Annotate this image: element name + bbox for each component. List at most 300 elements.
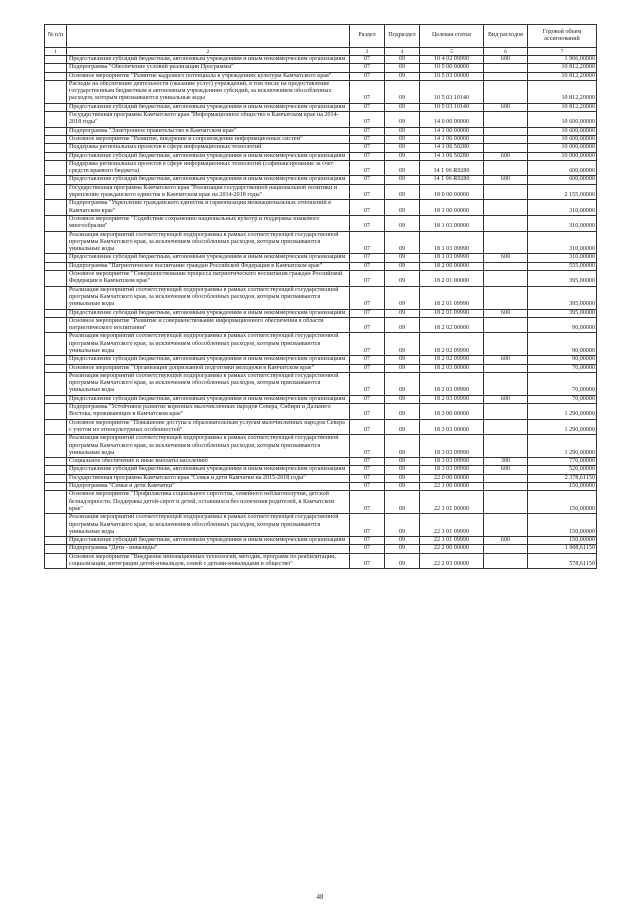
document-page [44,24,596,569]
annual-amount-cell: 70,00000 [528,364,597,372]
row-number-cell [45,271,67,287]
expense-type-cell: 600 [484,254,528,262]
expense-type-cell [484,231,528,254]
table-row [45,553,597,569]
annual-amount-cell: 150,00000 [528,537,597,545]
row-number-cell [45,458,67,466]
annual-amount-cell: 2 378,61150 [528,474,597,482]
expense-type-cell: 600 [484,395,528,403]
column-number: 2 [67,48,350,56]
row-number-cell [45,231,67,254]
expense-type-cell [484,372,528,395]
target-article-cell: 22 1 01 00000 [420,491,484,514]
header-section: Раздел [350,25,385,48]
annual-amount-cell: 150,00000 [528,491,597,514]
row-number-cell [45,127,67,135]
table-row [45,317,597,333]
subsection-code-cell: 09 [385,458,420,466]
subsection-code-cell: 09 [385,271,420,287]
section-code-cell: 07 [350,419,385,435]
subsection-code-cell: 09 [385,537,420,545]
item-name-cell: Предоставление субсидий бюджетным, автономным учреждениям и иным некоммерческим организациям [67,56,350,64]
item-name-cell: Расходы на обеспечение деятельности (оказание услуг) учреждений, в том числе на предоставление государственным бюджетным и автономным учреждениям субсидий, за исключением обособленных расходов, которым присваиваются уникальные коды [67,80,350,103]
subsection-code-cell: 09 [385,372,420,395]
item-name-cell: Государственная программа Камчатского края "Семья и дети Камчатки на 2015-2018 годы" [67,474,350,482]
column-number-row [45,48,597,56]
subsection-code-cell: 09 [385,64,420,72]
subsection-code-cell: 09 [385,152,420,160]
target-article-cell: 18 2 00 00000 [420,262,484,270]
row-number-cell [45,144,67,152]
subsection-code-cell: 09 [385,356,420,364]
annual-amount-cell: 310,00000 [528,215,597,231]
target-article-cell: 18 2 01 09990 [420,286,484,309]
annual-amount-cell: 310,00000 [528,231,597,254]
target-article-cell: 10 5 03 10140 [420,103,484,111]
annual-amount-cell: 150,00000 [528,483,597,491]
target-article-cell: 14 1 06 50280 [420,144,484,152]
header-annual-amount: Годовой объем ассигнований [528,25,597,48]
subsection-code-cell: 09 [385,404,420,420]
subsection-code-cell: 09 [385,317,420,333]
annual-amount-cell: 10 600,00000 [528,135,597,143]
expense-type-cell [484,286,528,309]
expense-type-cell [484,474,528,482]
section-code-cell: 07 [350,395,385,403]
row-number-cell [45,466,67,474]
target-article-cell: 22 0 00 00000 [420,474,484,482]
table-row [45,356,597,364]
row-number-cell [45,537,67,545]
table-row [45,72,597,80]
expense-type-cell [484,514,528,537]
item-name-cell: Основное мероприятие "Внедрение инновационных технологий, методик, программ по реабилитации, социализации, интеграции детей-инвалидов, семей с детьми-инвалидами в общество" [67,553,350,569]
column-number: 6 [484,48,528,56]
subsection-code-cell: 09 [385,435,420,458]
expense-type-cell [484,262,528,270]
table-body [45,56,597,569]
expense-type-cell [484,317,528,333]
section-code-cell: 07 [350,127,385,135]
item-name-cell: Предоставление субсидий бюджетным, автономным учреждениям и иным некоммерческим организациям [67,356,350,364]
expense-type-cell [484,64,528,72]
target-article-cell: 22 2 03 00000 [420,553,484,569]
header-expense-type: Вид расходов [484,25,528,48]
item-name-cell: Подпрограмма "Патриотическое воспитание граждан Российской Федерации в Камчатском крае" [67,262,350,270]
item-name-cell: Основное мероприятие "Совершенствование процесса патриотического воспитания граждан Российской Федерации в Камчатском крае" [67,271,350,287]
target-article-cell: 18 1 03 00000 [420,215,484,231]
table-row [45,466,597,474]
expense-type-cell: 600 [484,537,528,545]
expense-type-cell [484,271,528,287]
annual-amount-cell: 10 812,20000 [528,72,597,80]
expense-type-cell: 600 [484,176,528,184]
target-article-cell: 10 5 00 00000 [420,64,484,72]
table-row [45,333,597,356]
row-number-cell [45,435,67,458]
section-code-cell: 07 [350,404,385,420]
expense-type-cell [484,215,528,231]
item-name-cell: Государственная программа Камчатского края "Реализация государственной национальной политики и укрепление гражданского единства в Камчатском крае на 2014-2018 годы" [67,184,350,200]
table-row [45,483,597,491]
expense-type-cell: 600 [484,356,528,364]
row-number-cell [45,200,67,216]
row-number-cell [45,395,67,403]
expense-type-cell [484,112,528,128]
row-number-cell [45,72,67,80]
annual-amount-cell: 395,00000 [528,309,597,317]
section-code-cell: 07 [350,356,385,364]
table-row [45,127,597,135]
row-number-cell [45,254,67,262]
row-number-cell [45,333,67,356]
annual-amount-cell: 310,00000 [528,254,597,262]
table-row [45,135,597,143]
section-code-cell: 07 [350,271,385,287]
item-name-cell: Основное мероприятие "Повышение доступа к образовательным услугам малочисленных народов Севера с учетом их этнокультурных особенностей" [67,419,350,435]
target-article-cell: 18 3 03 09990 [420,435,484,458]
section-code-cell: 07 [350,333,385,356]
section-code-cell: 07 [350,200,385,216]
expense-type-cell [484,333,528,356]
section-code-cell: 07 [350,262,385,270]
target-article-cell: 10 5 03 10140 [420,80,484,103]
subsection-code-cell: 09 [385,72,420,80]
annual-amount-cell: 2 155,00000 [528,184,597,200]
item-name-cell: Поддержка региональных проектов в сфере информационных технологий (софинансирование за счет средств краевого бюджета) [67,160,350,176]
column-number: 5 [420,48,484,56]
target-article-cell: 18 2 02 09990 [420,333,484,356]
expense-type-cell: 600 [484,103,528,111]
table-row [45,491,597,514]
table-row [45,364,597,372]
row-number-cell [45,176,67,184]
expense-type-cell: 600 [484,56,528,64]
row-number-cell [45,286,67,309]
row-number-cell [45,545,67,553]
target-article-cell: 14 1 06 00000 [420,135,484,143]
row-number-cell [45,152,67,160]
target-article-cell: 18 2 02 00000 [420,317,484,333]
table-row [45,80,597,103]
section-code-cell: 07 [350,64,385,72]
item-name-cell: Подпрограмма "Обеспечение условий реализации Программы" [67,64,350,72]
annual-amount-cell: 600,00000 [528,176,597,184]
item-name-cell: Основное мероприятие "Развитие кадрового потенциала в учреждениях культуры Камчатского края" [67,72,350,80]
section-code-cell: 07 [350,466,385,474]
target-article-cell: 18 0 00 00000 [420,184,484,200]
section-code-cell: 07 [350,144,385,152]
subsection-code-cell: 09 [385,231,420,254]
section-code-cell: 07 [350,514,385,537]
table-row [45,152,597,160]
expense-type-cell [484,435,528,458]
table-row [45,458,597,466]
item-name-cell: Реализация мероприятий соответствующей подпрограммы в рамках соответствующей государственной программы Камчатского края, за исключением обособленных расходов, которым присваиваются уникальные коды [67,514,350,537]
section-code-cell: 07 [350,545,385,553]
annual-amount-cell: 1 906,00000 [528,56,597,64]
row-number-cell [45,514,67,537]
table-row [45,435,597,458]
table-row [45,372,597,395]
item-name-cell: Реализация мероприятий соответствующей подпрограммы в рамках соответствующей государственной программы Камчатского края, за исключением обособленных расходов, которым присваиваются уникальные коды [67,286,350,309]
expense-type-cell [484,127,528,135]
subsection-code-cell: 09 [385,286,420,309]
table-row [45,160,597,176]
target-article-cell: 18 2 02 09990 [420,356,484,364]
column-number: 4 [385,48,420,56]
item-name-cell: Подпрограмма "Укрепление гражданского единства и гармонизация межнациональных отношений в Камчатском крае" [67,200,350,216]
section-code-cell: 07 [350,483,385,491]
table-row [45,176,597,184]
section-code-cell: 07 [350,309,385,317]
subsection-code-cell: 09 [385,483,420,491]
section-code-cell: 07 [350,152,385,160]
row-number-cell [45,483,67,491]
target-article-cell: 18 1 00 00000 [420,200,484,216]
expense-type-cell: 600 [484,309,528,317]
section-code-cell: 07 [350,317,385,333]
item-name-cell: Основное мероприятие "Развитие, внедрение и сопровождение информационных систем" [67,135,350,143]
subsection-code-cell: 09 [385,144,420,152]
header-target-article: Целевая статья [420,25,484,48]
subsection-code-cell: 09 [385,364,420,372]
target-article-cell: 10 4 02 09990 [420,56,484,64]
annual-amount-cell: 310,00000 [528,200,597,216]
subsection-code-cell: 09 [385,200,420,216]
row-number-cell [45,184,67,200]
expense-type-cell [484,160,528,176]
subsection-code-cell: 09 [385,545,420,553]
subsection-code-cell: 09 [385,160,420,176]
table-row [45,64,597,72]
annual-amount-cell: 10 812,20000 [528,80,597,103]
item-name-cell: Предоставление субсидий бюджетным, автономным учреждениям и иным некоммерческим организациям [67,254,350,262]
table-row [45,103,597,111]
target-article-cell: 18 2 01 00000 [420,271,484,287]
subsection-code-cell: 09 [385,333,420,356]
subsection-code-cell: 09 [385,419,420,435]
table-row [45,474,597,482]
target-article-cell: 18 2 03 00000 [420,364,484,372]
row-number-cell [45,491,67,514]
table-row [45,514,597,537]
header-number: № п/п [45,25,67,48]
item-name-cell: Реализация мероприятий соответствующей подпрограммы в рамках соответствующей государственной программы Камчатского края, за исключением обособленных расходов, которым присваиваются уникальные коды [67,231,350,254]
item-name-cell: Предоставление субсидий бюджетным, автономным учреждениям и иным некоммерческим организациям [67,395,350,403]
expense-type-cell [484,364,528,372]
table-row [45,419,597,435]
section-code-cell: 07 [350,112,385,128]
expense-type-cell: 600 [484,152,528,160]
row-number-cell [45,356,67,364]
section-code-cell: 07 [350,215,385,231]
annual-amount-cell: 395,00000 [528,286,597,309]
item-name-cell: Основное мероприятие "Содействие сохранению национальных культур и поддержка языкового многообразия" [67,215,350,231]
section-code-cell: 07 [350,184,385,200]
target-article-cell: 14 1 00 00000 [420,127,484,135]
expense-type-cell [484,200,528,216]
row-number-cell [45,64,67,72]
target-article-cell: 10 5 03 00000 [420,72,484,80]
expense-type-cell [484,419,528,435]
section-code-cell: 07 [350,537,385,545]
row-number-cell [45,262,67,270]
subsection-code-cell: 09 [385,80,420,103]
section-code-cell: 07 [350,474,385,482]
section-code-cell: 07 [350,435,385,458]
expense-type-cell [484,135,528,143]
item-name-cell: Предоставление субсидий бюджетным, автономным учреждениям и иным некоммерческим организациям [67,466,350,474]
annual-amount-cell: 10 600,00000 [528,112,597,128]
annual-amount-cell: 1 008,61150 [528,545,597,553]
subsection-code-cell: 09 [385,466,420,474]
annual-amount-cell: 150,00000 [528,514,597,537]
annual-amount-cell: 10 812,20000 [528,103,597,111]
subsection-code-cell: 09 [385,514,420,537]
row-number-cell [45,215,67,231]
expense-type-cell [484,553,528,569]
row-number-cell [45,474,67,482]
row-number-cell [45,135,67,143]
section-code-cell: 07 [350,491,385,514]
annual-amount-cell: 555,00000 [528,262,597,270]
section-code-cell: 07 [350,372,385,395]
item-name-cell: Реализация мероприятий соответствующей подпрограммы в рамках соответствующей государственной программы Камчатского края, за исключением обособленных расходов, которым присваиваются уникальные коды [67,333,350,356]
subsection-code-cell: 09 [385,262,420,270]
subsection-code-cell: 09 [385,395,420,403]
annual-amount-cell: 1 290,00000 [528,435,597,458]
target-article-cell: 18 2 01 09990 [420,309,484,317]
target-article-cell: 14 1 06 50280 [420,152,484,160]
table-row [45,144,597,152]
target-article-cell: 22 1 00 00000 [420,483,484,491]
item-name-cell: Государственная программа Камчатского края "Информационное общество в Камчатском крае на 2014-2018 годы" [67,112,350,128]
column-number: 3 [350,48,385,56]
target-article-cell: 18 1 03 09990 [420,231,484,254]
expense-type-cell [484,545,528,553]
subsection-code-cell: 09 [385,112,420,128]
annual-amount-cell: 10 600,00000 [528,127,597,135]
annual-amount-cell: 70,00000 [528,395,597,403]
header-name [67,25,350,48]
page-number: 48 [316,893,324,901]
subsection-code-cell: 09 [385,254,420,262]
section-code-cell: 07 [350,286,385,309]
target-article-cell: 18 3 03 00000 [420,419,484,435]
item-name-cell: Предоставление субсидий бюджетным, автономным учреждениям и иным некоммерческим организациям [67,537,350,545]
target-article-cell: 14 0 00 00000 [420,112,484,128]
section-code-cell: 07 [350,254,385,262]
target-article-cell: 18 1 03 09990 [420,254,484,262]
annual-amount-cell: 70,00000 [528,372,597,395]
annual-amount-cell: 1 290,00000 [528,419,597,435]
section-code-cell: 07 [350,56,385,64]
table-row [45,395,597,403]
item-name-cell: Поддержка региональных проектов в сфере информационных технологий [67,144,350,152]
section-code-cell: 07 [350,160,385,176]
header-subsection: Подраздел [385,25,420,48]
expense-type-cell [484,404,528,420]
table-row [45,254,597,262]
table-row [45,56,597,64]
section-code-cell: 07 [350,72,385,80]
section-code-cell: 07 [350,364,385,372]
target-article-cell: 14 1 06 R0280 [420,176,484,184]
row-number-cell [45,103,67,111]
item-name-cell: Предоставление субсидий бюджетным, автономным учреждениям и иным некоммерческим организациям [67,103,350,111]
item-name-cell: Предоставление субсидий бюджетным, автономным учреждениям и иным некоммерческим организациям [67,152,350,160]
item-name-cell: Подпрограмма "Дети - инвалиды" [67,545,350,553]
item-name-cell: Реализация мероприятий соответствующей подпрограммы в рамках соответствующей государственной программы Камчатского края, за исключением обособленных расходов, которым присваиваются уникальные коды [67,372,350,395]
table-row [45,112,597,128]
expense-type-cell [484,491,528,514]
table-row [45,262,597,270]
annual-amount-cell: 10 000,00000 [528,144,597,152]
annual-amount-cell: 578,61150 [528,553,597,569]
target-article-cell: 18 2 03 09990 [420,372,484,395]
row-number-cell [45,160,67,176]
subsection-code-cell: 09 [385,56,420,64]
target-article-cell: 18 3 03 09990 [420,466,484,474]
row-number-cell [45,419,67,435]
column-number: 7 [528,48,597,56]
annual-amount-cell: 600,00000 [528,160,597,176]
subsection-code-cell: 09 [385,176,420,184]
budget-table [44,24,597,569]
annual-amount-cell: 395,00000 [528,271,597,287]
item-name-cell: Подпрограмма "Устойчивое развитие коренных малочисленных народов Севера, Сибири и Дальнего Востока, проживающих в Камчатском крае" [67,404,350,420]
subsection-code-cell: 09 [385,184,420,200]
row-number-cell [45,364,67,372]
target-article-cell: 18 3 00 00000 [420,404,484,420]
section-code-cell: 07 [350,176,385,184]
section-code-cell: 07 [350,103,385,111]
subsection-code-cell: 09 [385,553,420,569]
annual-amount-cell: 770,00000 [528,458,597,466]
annual-amount-cell: 10 812,20000 [528,64,597,72]
column-number: 1 [45,48,67,56]
target-article-cell: 22 1 01 09990 [420,514,484,537]
subsection-code-cell: 09 [385,491,420,514]
table-header-row [45,25,597,48]
expense-type-cell [484,483,528,491]
row-number-cell [45,80,67,103]
item-name-cell: Подпрограмма "Семья и дети Камчатки" [67,483,350,491]
subsection-code-cell: 09 [385,474,420,482]
subsection-code-cell: 09 [385,103,420,111]
section-code-cell: 07 [350,458,385,466]
table-row [45,286,597,309]
item-name-cell: Подпрограмма "Электронное правительство в Камчатском крае" [67,127,350,135]
subsection-code-cell: 09 [385,309,420,317]
annual-amount-cell: 90,00000 [528,317,597,333]
expense-type-cell [484,184,528,200]
subsection-code-cell: 09 [385,135,420,143]
table-row [45,545,597,553]
table-row [45,271,597,287]
table-row [45,215,597,231]
section-code-cell: 07 [350,553,385,569]
item-name-cell: Реализация мероприятий соответствующей подпрограммы в рамках соответствующей государственной программы Камчатского края, за исключением обособленных расходов, которым присваиваются уникальные коды [67,435,350,458]
target-article-cell: 22 2 00 00000 [420,545,484,553]
target-article-cell: 14 1 06 R0280 [420,160,484,176]
item-name-cell: Основное мероприятие "Организация допризывной подготовки молодежи в Камчатском крае" [67,364,350,372]
item-name-cell: Социальное обеспечение и иные выплаты населению [67,458,350,466]
table-row [45,184,597,200]
expense-type-cell [484,80,528,103]
row-number-cell [45,404,67,420]
